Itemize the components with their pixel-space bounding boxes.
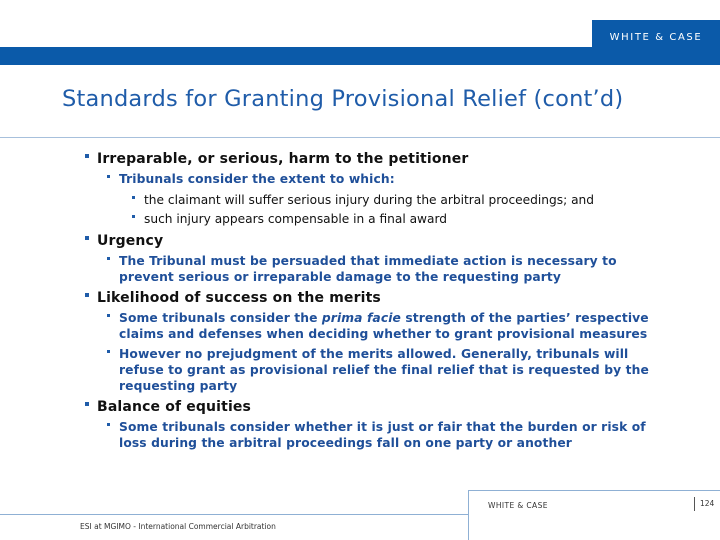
slide-content <box>85 150 685 455</box>
footer-divider <box>468 490 469 515</box>
bullet-heading-text: Irreparable, or serious, harm to the petitioner <box>97 151 469 167</box>
slide-title: Standards for Granting Provisional Relief (cont’d) <box>62 86 624 112</box>
bullet-square-icon <box>107 423 110 426</box>
sub-bullet-text-start: Some tribunals consider the <box>119 311 322 325</box>
sub-bullet-text-end: strength of the parties’ respective claims and defenses when deciding whether to grant provisional measures <box>119 311 649 341</box>
bullet-square-icon <box>132 215 135 218</box>
detail-bullet-text: the claimant will suffer serious injury during the arbitral proceedings; and <box>144 193 595 207</box>
bullet-square-icon <box>107 314 110 317</box>
bullet-square-icon <box>85 293 89 297</box>
detail-bullet <box>132 191 685 209</box>
bullet-heading-text: Likelihood of success on the merits <box>97 290 381 306</box>
page-number-separator <box>694 497 695 511</box>
sub-bullet-text: Some tribunals consider whether it is just or fair that the burden or risk of loss during the arbitral proceedings fall on one party or another <box>119 420 646 450</box>
brand-logo <box>592 20 720 54</box>
sub-bullet <box>107 346 649 394</box>
footer-course-text: ESI at MGIMO - International Commercial Arbitration <box>80 522 276 531</box>
page-number: 124 <box>700 499 715 508</box>
footer-top-rule <box>468 490 720 491</box>
bullet-square-icon <box>107 350 110 353</box>
detail-bullet-text: such injury appears compensable in a final award <box>144 212 448 226</box>
bullet-heading-urgency <box>85 232 685 251</box>
brand-logo-text: WHITE & CASE <box>609 31 703 43</box>
bullet-heading-text: Urgency <box>97 233 164 249</box>
bullet-heading-harm <box>85 150 685 169</box>
sub-bullet <box>107 419 649 451</box>
bullet-square-icon <box>85 402 89 406</box>
sub-bullet <box>107 171 649 187</box>
sub-bullet <box>107 310 649 342</box>
bullet-square-icon <box>107 175 110 178</box>
bullet-heading-text: Balance of equities <box>97 399 252 415</box>
bullet-square-icon <box>107 257 110 260</box>
bullet-heading-merits <box>85 289 685 308</box>
detail-bullet <box>132 210 685 228</box>
sub-bullet-text: However no prejudgment of the merits allowed. Generally, tribunals will refuse to grant as provisional relief the final relief that is requested by the requesting party <box>119 347 649 393</box>
title-divider <box>0 137 720 138</box>
prima-facie-italic: prima facie <box>321 311 401 325</box>
bullet-square-icon <box>85 154 89 158</box>
sub-bullet-text: Tribunals consider the extent to which: <box>119 172 395 186</box>
bullet-square-icon <box>85 236 89 240</box>
bullet-heading-equities <box>85 398 685 417</box>
sub-bullet <box>107 253 649 285</box>
footer-firm-text: WHITE & CASE <box>488 501 548 510</box>
bullet-square-icon <box>132 196 135 199</box>
sub-bullet-text: The Tribunal must be persuaded that immediate action is necessary to prevent serious or irreparable damage to the requesting party <box>119 254 617 284</box>
